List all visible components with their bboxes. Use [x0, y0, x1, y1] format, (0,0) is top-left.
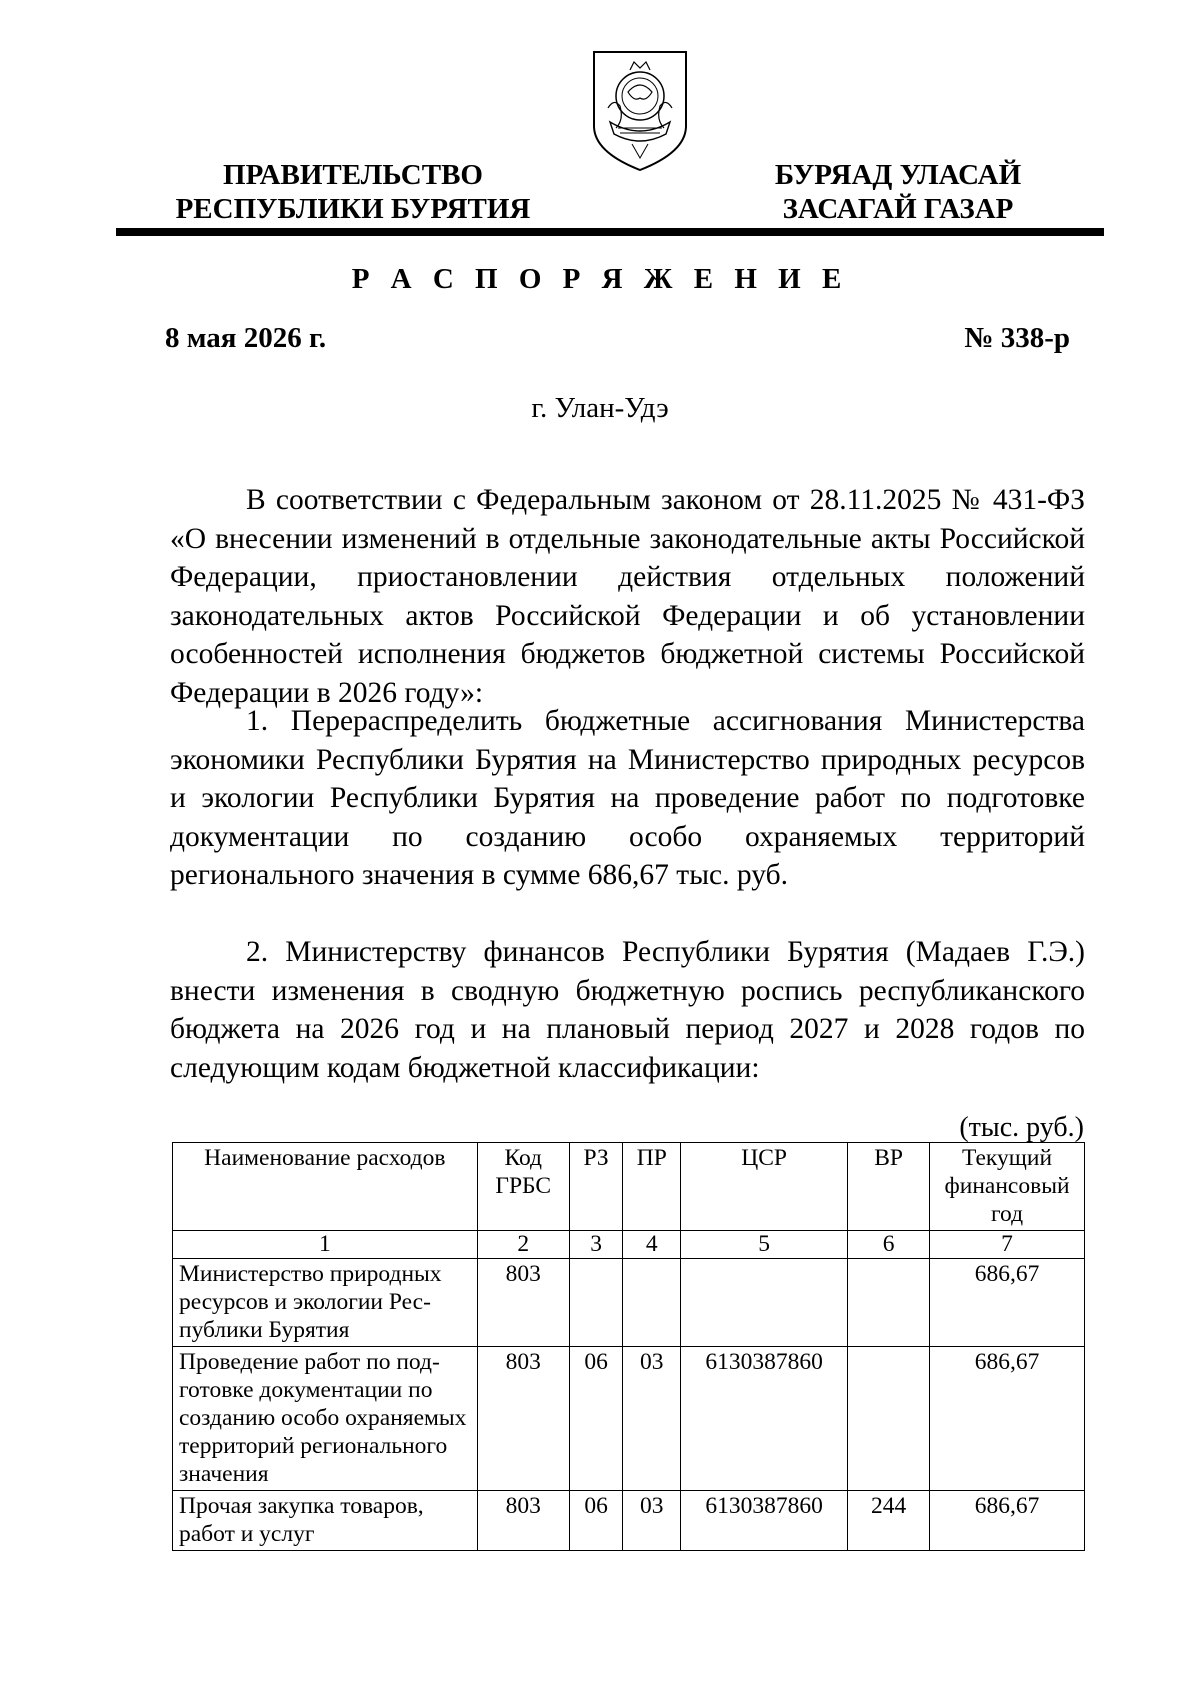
document-city: г. Улан-Удэ: [531, 392, 669, 424]
coat-of-arms-emblem: [590, 48, 690, 174]
table-header-row: [173, 1143, 1085, 1231]
table-units-label: (тыс. руб.): [959, 1112, 1084, 1143]
column-number: 2: [477, 1231, 569, 1259]
clause-1-paragraph: 1. Перераспределить бюджетные ассигнования Министерства экономики Республики Бурятия на Министерство природных ресурсов и экологии Республики Бурятия на проведение работ по подготовке документации по созданию особо охраняемых территорий регионального значения в сумме 686,67 тыс. руб.: [170, 705, 1085, 891]
header-cell-grbs: Код ГРБС: [477, 1143, 569, 1231]
header-cell-vr: ВР: [848, 1143, 930, 1231]
cell-amount: 686,67: [930, 1347, 1085, 1491]
column-number: 4: [623, 1231, 681, 1259]
column-number: 6: [848, 1231, 930, 1259]
header-cell-csr: ЦСР: [681, 1143, 848, 1231]
org-name-line: БУРЯАД УЛАСАЙ: [774, 159, 1022, 191]
cell-pr: 03: [623, 1491, 681, 1551]
org-name-buryat: [748, 158, 1048, 226]
cell-vr: [848, 1259, 930, 1347]
org-name-line: РЕСПУБЛИКИ БУРЯТИЯ: [175, 193, 531, 225]
budget-classification-table: [172, 1142, 1085, 1551]
cell-csr: [681, 1259, 848, 1347]
cell-vr: [848, 1347, 930, 1491]
header-divider: [116, 228, 1104, 236]
column-number: 5: [681, 1231, 848, 1259]
clause-2-paragraph: 2. Министерству финансов Республики Бурятия (Мадаев Г.Э.) внести изменения в сводную бюджетную роспись республиканского бюджета на 2026 год и на плановый период 2027 и 2028 годов по следующим кодам бюджетной классификации:: [170, 936, 1085, 1084]
cell-name: Проведение работ по подготовке документации по созданию особо охраняемых территорий регионального значения: [173, 1347, 478, 1491]
column-number: 3: [569, 1231, 623, 1259]
header-cell-rz: РЗ: [569, 1143, 623, 1231]
cell-grbs: 803: [477, 1259, 569, 1347]
cell-name: Прочая закупка товаров, работ и услуг: [173, 1491, 478, 1551]
document-type-title: Р А С П О Р Я Ж Е Н И Е: [351, 263, 849, 295]
cell-rz: 06: [569, 1347, 623, 1491]
preamble-paragraph: В соответствии с Федеральным законом от 28.11.2025 № 431-ФЗ «О внесении изменений в отдельные законодательные акты Российской Федерации, приостановлении действия отдельных положений законодательных актов Российской Федерации и об установлении особенностей исполнения бюджетов бюджетной системы Российской Федерации в 2026 году»:: [170, 484, 1085, 709]
cell-amount: 686,67: [930, 1491, 1085, 1551]
header-cell-name: Наименование расходов: [173, 1143, 478, 1231]
column-number: 7: [930, 1231, 1085, 1259]
header-cell-pr: ПР: [623, 1143, 681, 1231]
cell-amount: 686,67: [930, 1259, 1085, 1347]
org-name-line: ЗАСАГАЙ ГАЗАР: [782, 193, 1014, 225]
cell-name: Министерство природных ресурсов и экологии Республики Бурятия: [173, 1259, 478, 1347]
header-cell-amount: Текущий финансовый год: [930, 1143, 1085, 1231]
cell-pr: 03: [623, 1347, 681, 1491]
column-number-row: [173, 1231, 1085, 1259]
table-row: [173, 1491, 1085, 1551]
org-name-russian: [168, 158, 538, 226]
table-row: [173, 1347, 1085, 1491]
cell-grbs: 803: [477, 1347, 569, 1491]
cell-csr: 6130387860: [681, 1347, 848, 1491]
document-number: № 338-р: [964, 322, 1070, 354]
cell-rz: 06: [569, 1491, 623, 1551]
cell-pr: [623, 1259, 681, 1347]
cell-rz: [569, 1259, 623, 1347]
column-number: 1: [173, 1231, 478, 1259]
cell-csr: 6130387860: [681, 1491, 848, 1551]
org-name-line: ПРАВИТЕЛЬСТВО: [223, 159, 483, 191]
cell-vr: 244: [848, 1491, 930, 1551]
document-date: 8 мая 2026 г.: [165, 322, 327, 354]
cell-grbs: 803: [477, 1491, 569, 1551]
table-row: [173, 1259, 1085, 1347]
